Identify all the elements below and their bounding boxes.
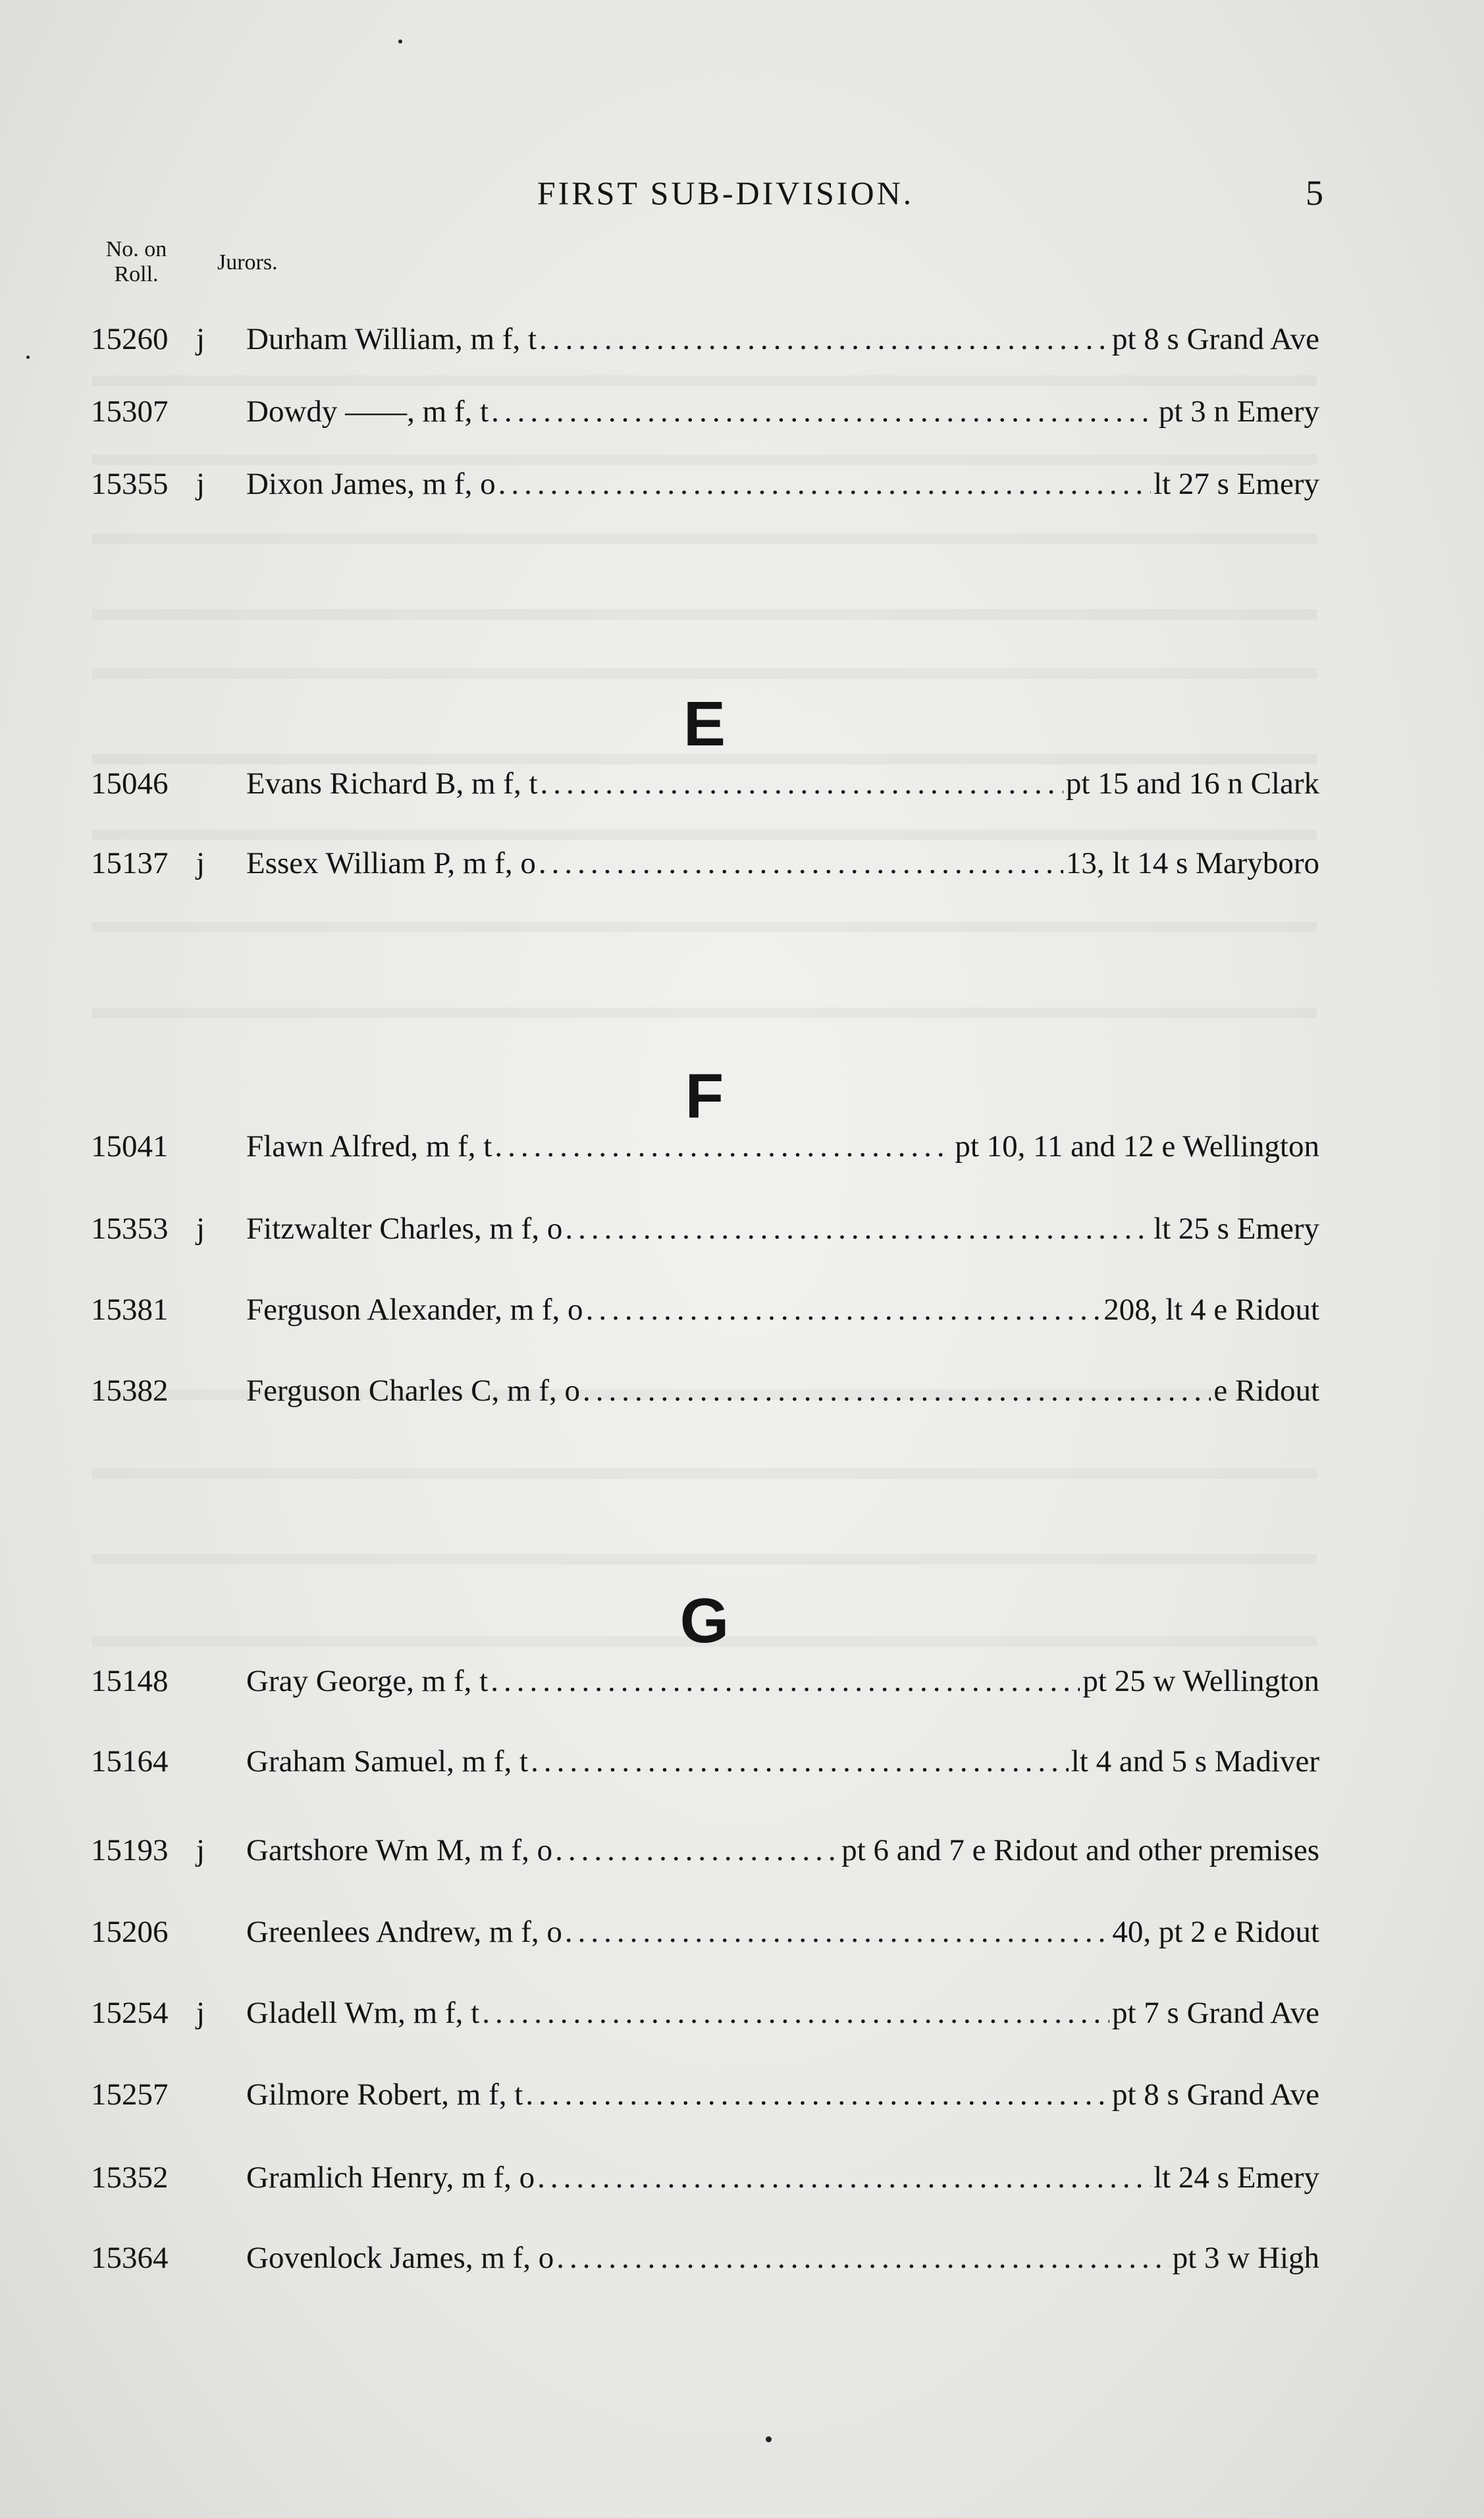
roll-number: 15353	[91, 1212, 169, 1246]
juror-name: Govenlock James, m f, o	[246, 2241, 554, 2275]
dot-leader	[586, 1287, 1101, 1333]
dot-leader	[537, 2155, 1151, 2201]
roll-number: 15254	[91, 1996, 169, 2030]
property-location: pt 10, 11 and 12 e Wellington	[955, 1129, 1319, 1164]
dot-leader	[539, 840, 1063, 886]
juror-name: Gramlich Henry, m f, o	[246, 2160, 535, 2195]
juror-name: Graham Samuel, m f, t	[246, 1744, 529, 1779]
list-item	[91, 2072, 1319, 2118]
property-location: pt 7 s Grand Ave	[1111, 1996, 1319, 2030]
juror-mark: j	[196, 322, 205, 356]
property-location: pt 8 s Grand Ave	[1111, 2077, 1319, 2112]
property-location: lt 24 s Emery	[1153, 2160, 1319, 2195]
dot-leader	[531, 1738, 1069, 1784]
dot-leader	[556, 2235, 1169, 2281]
page-number: 5	[1306, 173, 1323, 213]
juror-name: Flawn Alfred, m f, t	[246, 1129, 492, 1164]
dot-leader	[494, 1123, 952, 1169]
roll-number: 15257	[91, 2077, 169, 2112]
property-location: 208, lt 4 e Ridout	[1103, 1293, 1319, 1327]
ink-speck	[398, 40, 402, 43]
juror-name: Ferguson Charles C, m f, o	[246, 1374, 580, 1408]
page-title: FIRST SUB-DIVISION.	[537, 174, 914, 211]
juror-name: Essex William P, m f, o	[246, 846, 536, 880]
juror-name: Dixon James, m f, o	[246, 467, 496, 501]
roll-number: 15352	[91, 2160, 169, 2195]
ink-speck	[766, 2436, 772, 2442]
juror-name: Greenlees Andrew, m f, o	[246, 1915, 562, 1949]
juror-mark: j	[196, 1996, 205, 2030]
property-location: 40, pt 2 e Ridout	[1112, 1915, 1319, 1949]
property-location: e Ridout	[1213, 1374, 1319, 1408]
section-heading-g: G	[679, 1586, 729, 1656]
roll-number: 15355	[91, 467, 169, 501]
roll-number: 15137	[91, 846, 169, 880]
dot-leader	[555, 1827, 839, 1873]
juror-name: Gladell Wm, m f, t	[246, 1996, 480, 2030]
roll-number: 15164	[91, 1744, 169, 1779]
roll-number: 15381	[91, 1293, 169, 1327]
dot-leader	[498, 461, 1151, 507]
list-item	[91, 1287, 1319, 1333]
roll-number: 15193	[91, 1833, 169, 1867]
juror-mark: j	[196, 467, 205, 501]
roll-number: 15148	[91, 1664, 169, 1698]
property-location: 13, lt 14 s Maryboro	[1065, 846, 1319, 880]
juror-name: Ferguson Alexander, m f, o	[246, 1293, 583, 1327]
dot-leader	[539, 316, 1109, 362]
list-item	[91, 840, 1319, 886]
property-location: lt 27 s Emery	[1153, 467, 1319, 501]
juror-name: Evans Richard B, m f, t	[246, 766, 538, 801]
roll-number: 15307	[91, 394, 169, 429]
list-item	[91, 1827, 1319, 1873]
roll-number: 15206	[91, 1915, 169, 1949]
list-item	[91, 2155, 1319, 2201]
list-item	[91, 1658, 1319, 1704]
juror-name: Dowdy ——, m f, t	[246, 394, 489, 429]
dot-leader	[583, 1368, 1211, 1414]
roll-number: 15364	[91, 2241, 169, 2275]
juror-mark: j	[196, 1212, 205, 1246]
list-item	[91, 1206, 1319, 1252]
list-item	[91, 761, 1319, 807]
dot-leader	[491, 388, 1156, 435]
running-head	[0, 170, 1484, 216]
juror-name: Durham William, m f, t	[246, 322, 537, 356]
roll-number: 15046	[91, 766, 169, 801]
list-item	[91, 1909, 1319, 1955]
property-location: lt 4 and 5 s Madiver	[1071, 1744, 1319, 1779]
dot-leader	[482, 1990, 1109, 2036]
property-location: pt 15 and 16 n Clark	[1065, 766, 1319, 801]
juror-mark: j	[196, 1833, 205, 1867]
juror-name: Gray George, m f, t	[246, 1664, 489, 1698]
list-item	[91, 316, 1319, 362]
roll-number: 15382	[91, 1374, 169, 1408]
list-item	[91, 461, 1319, 507]
column-headers	[87, 237, 416, 296]
dot-leader	[565, 1909, 1110, 1955]
juror-mark: j	[196, 846, 205, 880]
list-item	[91, 1123, 1319, 1169]
list-item	[91, 2235, 1319, 2281]
property-location: pt 3 w High	[1172, 2241, 1319, 2275]
list-item	[91, 1368, 1319, 1414]
column-header-roll: No. on Roll.	[105, 237, 167, 286]
property-location: pt 25 w Wellington	[1082, 1664, 1319, 1698]
property-location: pt 6 and 7 e Ridout and other premises	[841, 1833, 1319, 1867]
column-header-jurors: Jurors.	[217, 250, 278, 275]
dot-leader	[565, 1206, 1151, 1252]
property-location: pt 3 n Emery	[1158, 394, 1319, 429]
ink-speck	[26, 356, 30, 359]
juror-name: Gartshore Wm M, m f, o	[246, 1833, 553, 1867]
juror-name: Fitzwalter Charles, m f, o	[246, 1212, 563, 1246]
dot-leader	[490, 1658, 1080, 1704]
property-location: pt 8 s Grand Ave	[1111, 322, 1319, 356]
juror-name: Gilmore Robert, m f, t	[246, 2077, 523, 2112]
roll-number: 15260	[91, 322, 169, 356]
roll-number: 15041	[91, 1129, 169, 1164]
section-heading-f: F	[685, 1061, 724, 1131]
property-location: lt 25 s Emery	[1153, 1212, 1319, 1246]
dot-leader	[541, 761, 1063, 807]
dot-leader	[525, 2072, 1109, 2118]
list-item	[91, 388, 1319, 435]
list-item	[91, 1738, 1319, 1784]
list-item	[91, 1990, 1319, 2036]
section-heading-e: E	[683, 689, 726, 759]
